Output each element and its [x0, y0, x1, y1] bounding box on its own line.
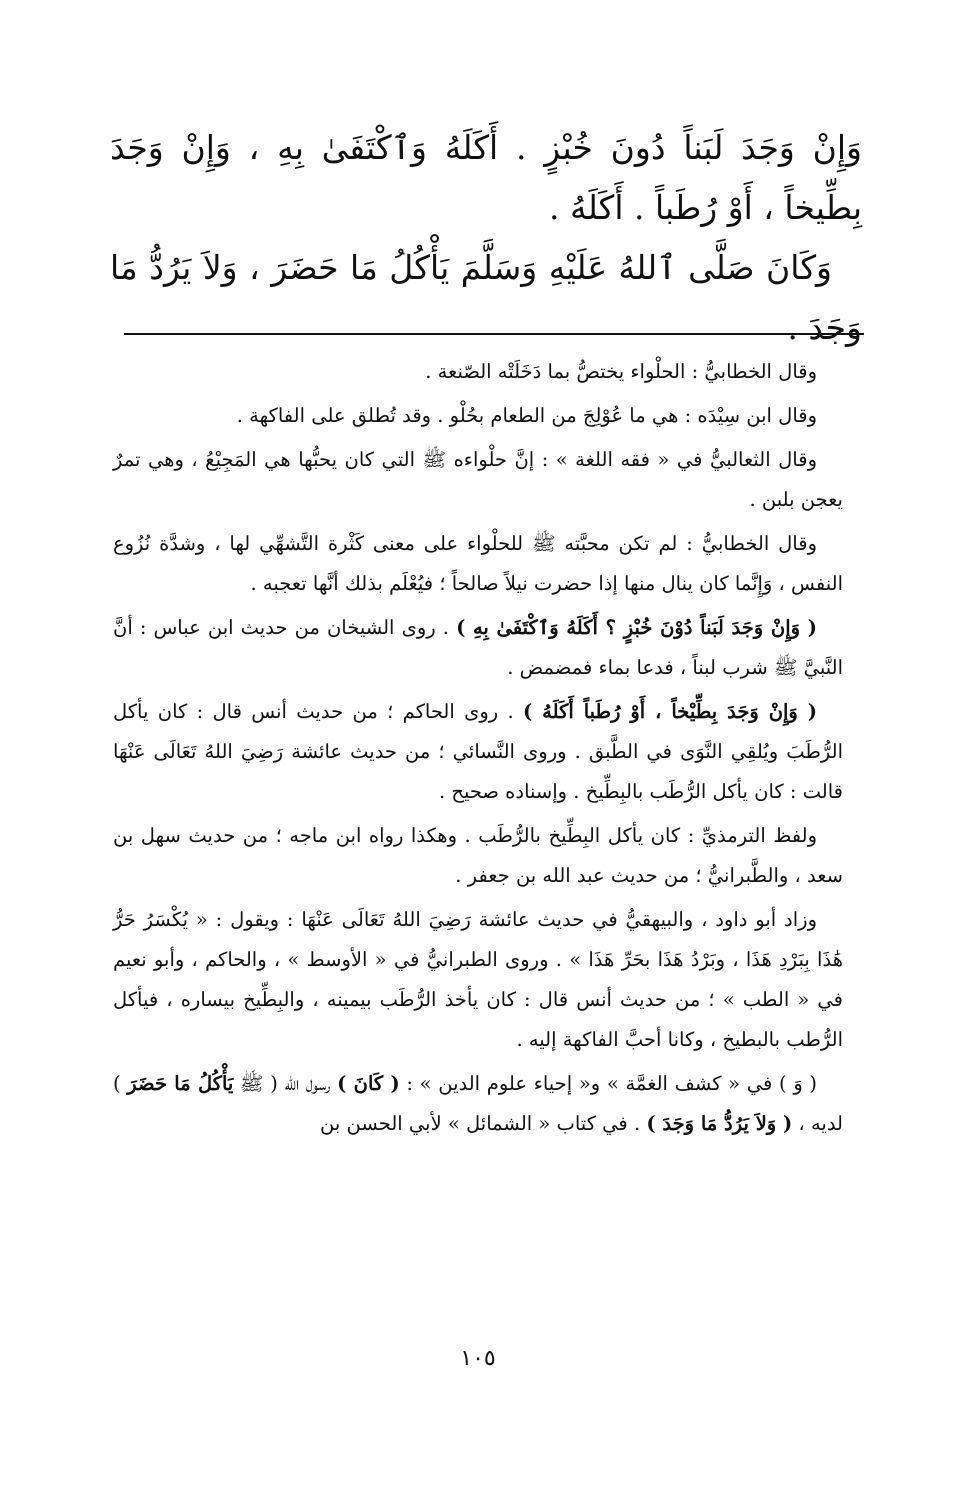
- note-paragraph: وقال الخطابيُّ : لم تكن محبَّته ﷺ للحلْواء على معنى كَثْرة التَّشهِّي لها ، وشدَّة نُزُوع النفس ، وَإِنَّما كان ينال منها إذا حضرت نيلاً صالحاً ؛ فيُعْلَم بذلك أنَّها تعجبه .: [113, 532, 843, 595]
- note-paragraph: وقال الثعالبيُّ في « فقه اللغة » : إنَّ حلْواءه ﷺ التي كان يحبُّها هي المَجِيْعُ ، وهي تمرٌ يعجن بلبن .: [113, 448, 843, 511]
- commentary-text: ( وَ ) في « كشف الغمَّة » و« إحياء علوم الدين » :: [399, 1072, 818, 1095]
- commentary-text: . في كتاب « الشمائل » لأبي الحسن بن: [320, 1112, 647, 1135]
- main-paragraph: وَكَانَ صَلَّى ٱللهُ عَلَيْهِ وَسَلَّمَ يَأْكُلُ مَا حَضَرَ ، وَلاَ يَرُدُّ مَا وَجَدَ .: [110, 248, 862, 347]
- footnote-divider: [124, 333, 864, 335]
- quoted-matn: ( وَإِنْ وَجَدَ بِطِّيْخاً ، أَوْ رُطَباً أَكَلَهُ ): [523, 700, 817, 723]
- commentary-text: . روى الحاكم ؛ من حديث أنس قال : كان يأكل الرُّطَبَ ويُلقِي النَّوَى في الطَّبق . وروى النَّسائي ؛ من حديث عائشة رَضِيَ اللهُ تَعَالَى عَنْهَا قالت : كان يأكل الرُّطَب بالبِطِّيخ . وإسناده صحيح .: [113, 700, 843, 803]
- main-text: [110, 118, 862, 358]
- commentary-text: ) لديه ،: [113, 1072, 843, 1135]
- quoted-matn: ( كَانَ ): [337, 1072, 400, 1095]
- quoted-matn: يَأْكُلُ مَا حَضَرَ: [127, 1072, 234, 1095]
- note-paragraph: وزاد أبو داود ، والبيهقيُّ في حديث عائشة رَضِيَ اللهُ تَعَالَى عَنْهَا : ويقول : « يُكْسَرُ حَرُّ هَٰذَا بِبَرْدِ هَذَا ، وبَرْدُ هَذَا بحَرِّ هَذَا » . وروى الطبرانيُّ في « الأوسط » ، والحاكم ، وأبو نعيم في « الطب » ؛ من حديث أنس قال : كان يأخذ الرُّطَب بيمينه ، والبِطِّيخ بيساره ، فيأكل الرُّطب بالبطيخ ، وكانا أحبَّ الفاكهة إليه .: [113, 908, 843, 1051]
- main-paragraph: وَإِنْ وَجَدَ لَبَناً دُونَ خُبْزٍ . أَكَلَهُ وَٱكْتَفَىٰ بِهِ ، وَإِنْ وَجَدَ بِطِّيخاً ، أَوْ رُطَباً . أَكَلَهُ .: [110, 128, 862, 227]
- commentary-text: رسول الله ( ﷺ: [233, 1072, 338, 1095]
- footnotes: [113, 352, 843, 1148]
- note-paragraph: [113, 608, 843, 688]
- commentary-text: . روى الشيخان من حديث ابن عباس : أنَّ النَّبيَّ ﷺ شرب لبناً ، فدعا بماء فمضمض .: [113, 616, 843, 679]
- note-paragraph: ولفظ الترمذيِّ : كان يأكل البِطِّيخ بالرُّطَب . وهكذا رواه ابن ماجه ؛ من حديث سهل بن سعد ، والطَّبرانيُّ ؛ من حديث عبد الله بن جعفر .: [113, 824, 843, 887]
- quoted-matn: ( وَإِنْ وَجَدَ لَبَناً دُوْنَ خُبْزٍ ؟ أَكَلَهُ وَٱكْتَفَىٰ بِهِ ): [456, 616, 817, 639]
- quoted-matn: ( وَلاَ يَرُدُّ مَا وَجَدَ ): [646, 1112, 793, 1135]
- note-paragraph: وقال ابن سِيْدَه : هي ما عُوْلِجَ من الطعام بحُلْو . وقد تُطلق على الفاكهة .: [236, 404, 817, 427]
- page-number: ١٠٥: [460, 1346, 496, 1371]
- note-paragraph: [113, 1064, 843, 1144]
- note-paragraph: وقال الخطابيُّ : الحلْواء يختصُّ بما دَخَلَتْه الصّنعة .: [425, 360, 817, 383]
- note-paragraph: [113, 692, 843, 812]
